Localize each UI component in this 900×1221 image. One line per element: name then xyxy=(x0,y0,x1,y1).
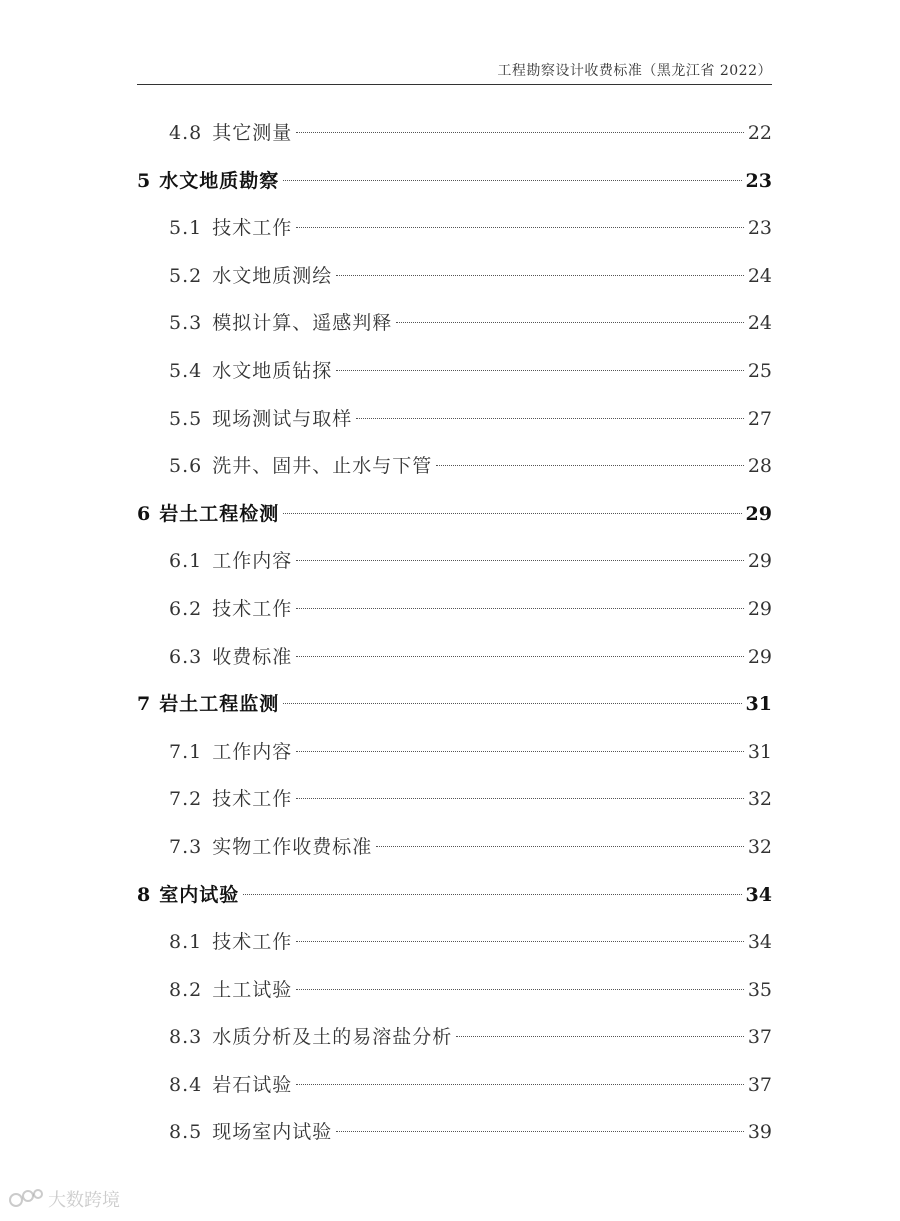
toc-page-number: 32 xyxy=(747,788,772,811)
toc-page-number: 23 xyxy=(745,169,772,192)
toc-entry-title: 洗井、固井、止水与下管 xyxy=(212,455,433,478)
toc-section-entry[interactable] xyxy=(137,729,772,777)
toc-entry-number: 6 xyxy=(137,502,152,525)
toc-section-entry[interactable] xyxy=(137,300,772,348)
toc-section-entry[interactable] xyxy=(137,634,772,682)
toc-entry-title: 岩石试验 xyxy=(212,1073,293,1096)
toc-page-number: 29 xyxy=(745,502,772,525)
toc-chapter-entry[interactable] xyxy=(137,158,772,206)
toc-entry-number: 7 xyxy=(137,693,152,716)
toc-page-number: 24 xyxy=(747,264,772,287)
toc-entry-title: 室内试验 xyxy=(159,883,240,906)
toc-page-number: 23 xyxy=(747,217,772,240)
toc-section-entry[interactable] xyxy=(137,205,772,253)
toc-page-number: 29 xyxy=(747,597,772,620)
toc-dot-leader xyxy=(296,132,744,133)
toc-entry-title: 技术工作 xyxy=(212,217,293,240)
toc-dot-leader xyxy=(296,1084,744,1085)
toc-page-number: 24 xyxy=(747,312,772,335)
toc-entry-title: 现场室内试验 xyxy=(212,1121,333,1144)
toc-entry-title: 水质分析及土的易溶盐分析 xyxy=(212,1026,453,1049)
toc-section-entry[interactable] xyxy=(137,253,772,301)
toc-section-entry[interactable] xyxy=(137,396,772,444)
toc-page-number: 25 xyxy=(747,359,772,382)
watermark xyxy=(8,1186,120,1212)
toc-dot-leader xyxy=(396,322,744,323)
toc-entry-title: 收费标准 xyxy=(212,645,293,668)
toc-entry-title: 其它测量 xyxy=(212,122,293,144)
toc-page-number: 29 xyxy=(747,645,772,668)
toc-section-entry[interactable] xyxy=(137,1109,772,1157)
toc-dot-leader xyxy=(336,1131,744,1132)
toc-dot-leader xyxy=(296,941,744,942)
toc-page-number: 32 xyxy=(747,835,772,858)
toc-entry-number: 7.2 xyxy=(169,788,203,811)
toc-entry-number: 8.2 xyxy=(169,978,203,1001)
toc-section-entry[interactable] xyxy=(137,1062,772,1110)
toc-entry-title: 岩土工程监测 xyxy=(159,693,280,716)
toc-dot-leader xyxy=(296,608,744,609)
logo-icon xyxy=(8,1186,44,1212)
toc-entry-title: 工作内容 xyxy=(212,740,293,763)
toc-entry-title: 模拟计算、遥感判释 xyxy=(212,312,393,335)
toc-section-entry[interactable] xyxy=(137,538,772,586)
toc-page-number: 35 xyxy=(747,978,772,1001)
toc-page-number: 34 xyxy=(747,931,772,954)
toc-chapter-entry[interactable] xyxy=(137,872,772,920)
toc-entry-title: 技术工作 xyxy=(212,597,293,620)
toc-dot-leader xyxy=(336,275,744,276)
toc-page-number: 31 xyxy=(747,740,772,763)
toc-dot-leader xyxy=(296,798,744,799)
toc-section-entry[interactable] xyxy=(137,967,772,1015)
toc-entry-number: 8.3 xyxy=(169,1026,203,1049)
watermark-text: 大数跨境 xyxy=(48,1190,120,1211)
toc-section-entry[interactable] xyxy=(137,919,772,967)
header-rule xyxy=(137,84,772,85)
toc-dot-leader xyxy=(296,751,744,752)
toc-dot-leader xyxy=(296,656,744,657)
toc-entry-number: 5.6 xyxy=(169,455,203,478)
toc-dot-leader xyxy=(296,227,744,228)
toc-page-number: 37 xyxy=(747,1073,772,1096)
toc-dot-leader xyxy=(456,1036,744,1037)
toc-entry-title: 水文地质勘察 xyxy=(159,169,280,192)
toc-entry-title: 工作内容 xyxy=(212,550,293,573)
toc-dot-leader xyxy=(296,989,744,990)
toc-page-number: 29 xyxy=(747,550,772,573)
toc-section-entry[interactable] xyxy=(137,586,772,634)
toc-entry-number: 5.5 xyxy=(169,407,203,430)
toc-entry-title: 现场测试与取样 xyxy=(212,407,353,430)
toc-entry-number: 6.3 xyxy=(169,645,203,668)
toc-dot-leader xyxy=(283,513,741,514)
toc-entry-number: 4.8 xyxy=(169,122,203,144)
toc-entry-number: 7.3 xyxy=(169,835,203,858)
toc-entry-number: 6.1 xyxy=(169,550,203,573)
toc-entry-number: 8.1 xyxy=(169,931,203,954)
toc-dot-leader xyxy=(243,894,741,895)
toc-entry-title: 岩土工程检测 xyxy=(159,502,280,525)
toc-page-number: 37 xyxy=(747,1026,772,1049)
toc-page-number: 31 xyxy=(745,693,772,716)
toc-page-number: 28 xyxy=(747,455,772,478)
toc-dot-leader xyxy=(376,846,744,847)
toc-page-number: 22 xyxy=(747,122,772,144)
toc-dot-leader xyxy=(356,418,744,419)
toc-section-entry[interactable] xyxy=(137,1014,772,1062)
toc-entry-number: 8.5 xyxy=(169,1121,203,1144)
toc-entry-title: 水文地质测绘 xyxy=(212,264,333,287)
toc-entry-number: 5.2 xyxy=(169,264,203,287)
toc-dot-leader xyxy=(296,560,744,561)
toc-entry-title: 实物工作收费标准 xyxy=(212,835,373,858)
toc-section-entry[interactable] xyxy=(137,110,772,158)
toc-entry-number: 5 xyxy=(137,169,152,192)
toc-entry-title: 水文地质钻探 xyxy=(212,359,333,382)
toc-entry-number: 5.3 xyxy=(169,312,203,335)
toc-chapter-entry[interactable] xyxy=(137,491,772,539)
toc-dot-leader xyxy=(436,465,744,466)
toc-section-entry[interactable] xyxy=(137,443,772,491)
toc-entry-number: 5.4 xyxy=(169,359,203,382)
toc-section-entry[interactable] xyxy=(137,824,772,872)
toc-entry-number: 7.1 xyxy=(169,740,203,763)
toc-section-entry[interactable] xyxy=(137,776,772,824)
toc-entry-title: 技术工作 xyxy=(212,788,293,811)
page-header-title: 工程勘察设计收费标准（黑龙江省 2022） xyxy=(497,63,772,79)
toc-entry-number: 8 xyxy=(137,883,152,906)
toc-dot-leader xyxy=(283,180,741,181)
toc-entry-number: 5.1 xyxy=(169,217,203,240)
toc-page-number: 34 xyxy=(745,883,772,906)
toc-entry-title: 技术工作 xyxy=(212,931,293,954)
toc-entry-number: 6.2 xyxy=(169,597,203,620)
table-of-contents xyxy=(137,110,772,1157)
toc-page-number: 27 xyxy=(747,407,772,430)
toc-dot-leader xyxy=(336,370,744,371)
toc-entry-title: 土工试验 xyxy=(212,978,293,1001)
toc-page-number: 39 xyxy=(747,1121,772,1144)
toc-section-entry[interactable] xyxy=(137,348,772,396)
toc-dot-leader xyxy=(283,703,741,704)
toc-entry-number: 8.4 xyxy=(169,1073,203,1096)
toc-chapter-entry[interactable] xyxy=(137,681,772,729)
